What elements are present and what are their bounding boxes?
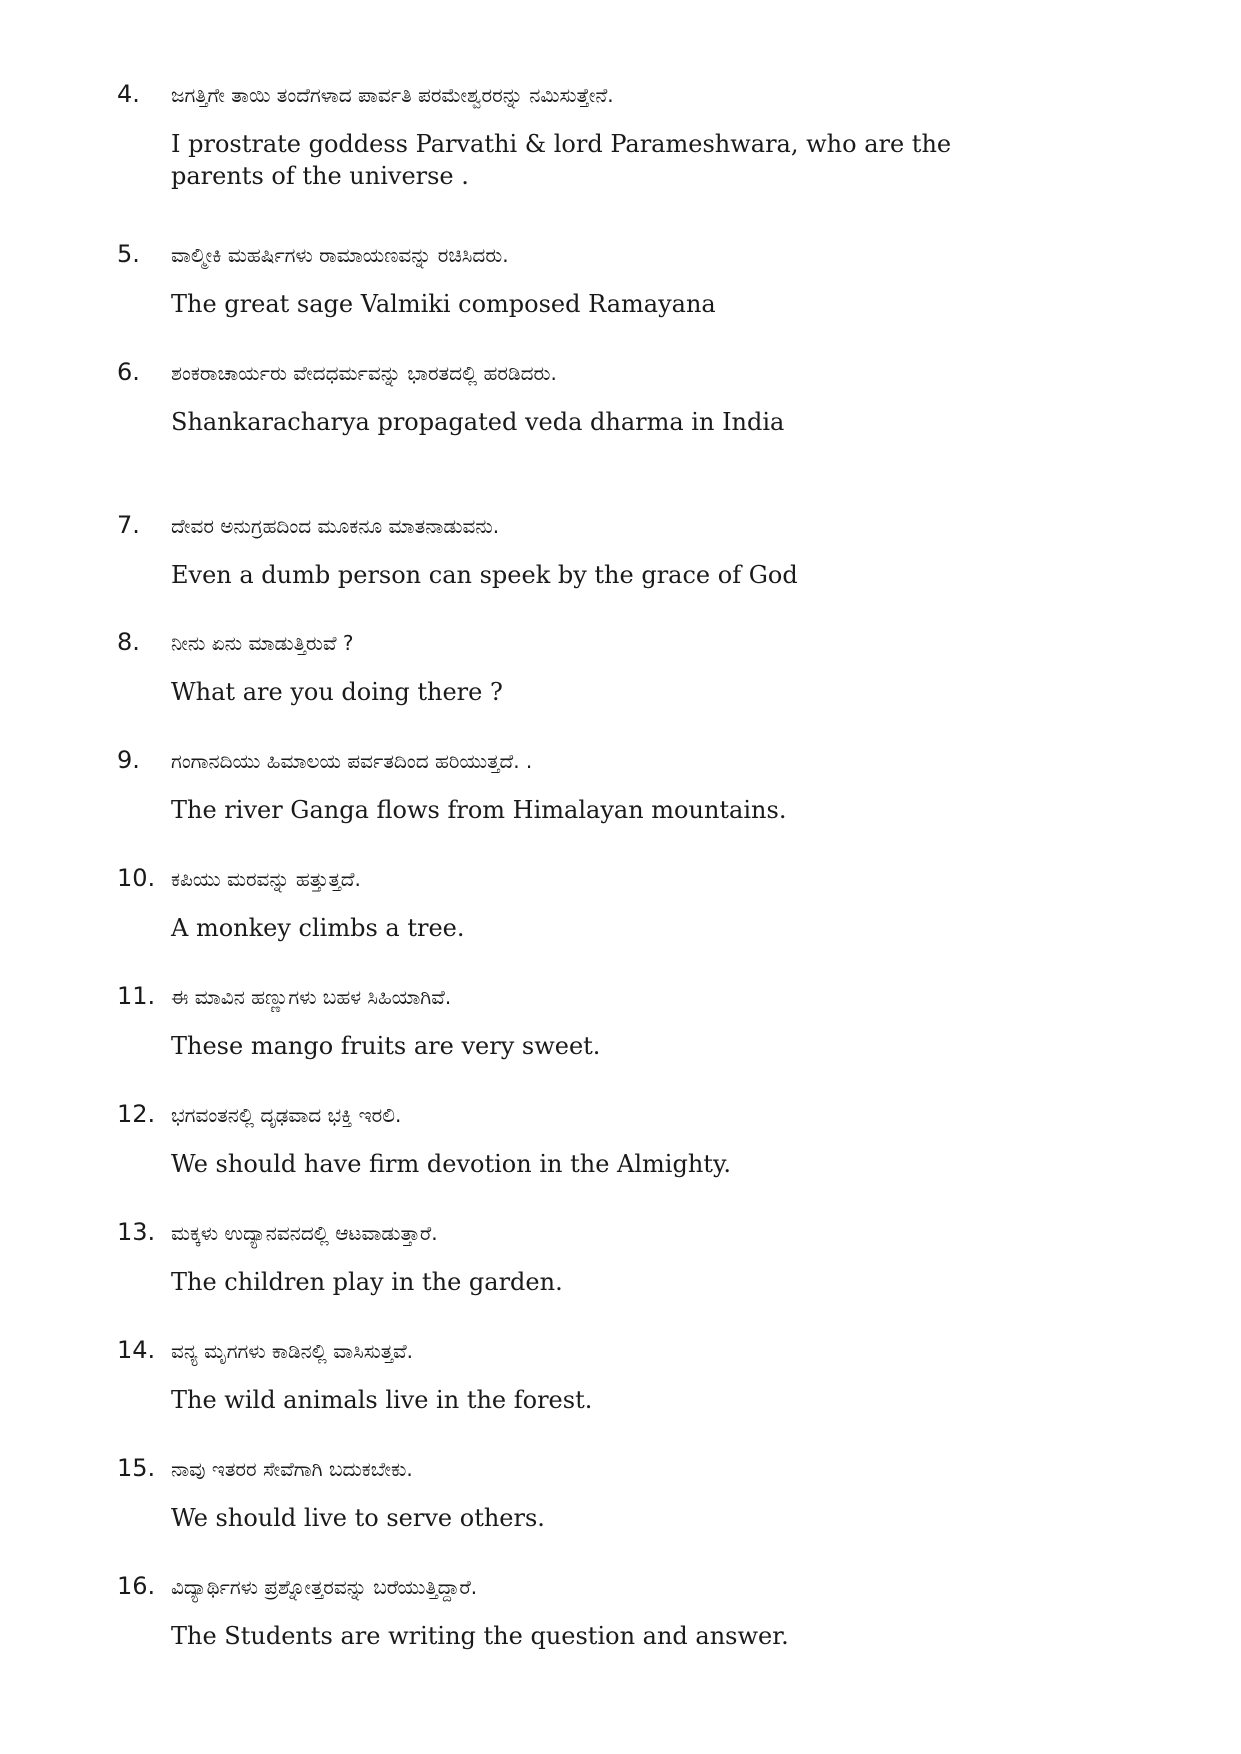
english-translation: We should have firm devotion in the Almighty. <box>171 1150 731 1178</box>
english-translation: The Students are writing the question and answer. <box>171 1622 789 1650</box>
item-number: 6. <box>117 358 140 386</box>
kannada-sentence: ನಾವು ಇತರರ ಸೇವೆಗಾಗಿ ಬದುಕಬೇಕು. <box>171 1457 413 1481</box>
english-translation: I prostrate goddess Parvathi & lord Parameshwara, who are the parents of the universe . <box>171 130 952 190</box>
item-number: 9. <box>117 746 140 774</box>
item-number: 7. <box>117 511 140 539</box>
item-number: 4. <box>117 80 140 108</box>
english-translation: Shankaracharya propagated veda dharma in India <box>171 408 785 436</box>
kannada-sentence: ನೀನು ಏನು ಮಾಡುತ್ತಿರುವೆ ? <box>171 631 354 655</box>
kannada-sentence: ಮಕ್ಕಳು ಉದ್ಯಾನವನದಲ್ಲಿ ಆಟವಾಡುತ್ತಾರೆ. <box>171 1221 438 1245</box>
english-translation: The river Ganga flows from Himalayan mountains. <box>171 796 787 824</box>
item-number: 5. <box>117 240 140 268</box>
item-number: 10. <box>117 864 156 892</box>
english-translation: Even a dumb person can speek by the grace of God <box>171 561 798 589</box>
item-number: 11. <box>117 982 156 1010</box>
english-translation: A monkey climbs a tree. <box>171 914 465 942</box>
kannada-sentence: ಗಂಗಾನದಿಯು ಹಿಮಾಲಯ ಪರ್ವತದಿಂದ ಹರಿಯುತ್ತದೆ. . <box>171 749 533 773</box>
item-number: 16. <box>117 1572 156 1600</box>
kannada-sentence: ವಿದ್ಯಾರ್ಥಿಗಳು ಪ್ರಶ್ನೋತ್ತರವನ್ನು ಬರೆಯುತ್ತಿದ್ದಾರೆ. <box>171 1575 478 1599</box>
english-translation: The children play in the garden. <box>171 1268 563 1296</box>
item-number: 15. <box>117 1454 156 1482</box>
item-number: 8. <box>117 628 140 656</box>
kannada-sentence: ವಾಲ್ಮೀಕಿ ಮಹರ್ಷಿಗಳು ರಾಮಾಯಣವನ್ನು ರಚಿಸಿದರು. <box>171 243 509 267</box>
kannada-sentence: ಕಪಿಯು ಮರವನ್ನು ಹತ್ತುತ್ತದೆ. <box>171 867 361 891</box>
item-number: 13. <box>117 1218 156 1246</box>
kannada-sentence: ಜಗತ್ತಿಗೇ ತಾಯಿ ತಂದೆಗಳಾದ ಪಾರ್ವತಿ ಪರಮೇಶ್ವರರನ್ನು ನಮಿಸುತ್ತೇನೆ. <box>171 83 614 107</box>
english-translation: The great sage Valmiki composed Ramayana <box>171 290 716 318</box>
kannada-sentence: ವನ್ಯ ಮೃಗಗಳು ಕಾಡಿನಲ್ಲಿ ವಾಸಿಸುತ್ತವೆ. <box>171 1339 413 1363</box>
kannada-sentence: ಶಂಕರಾಚಾರ್ಯರು ವೇದಧರ್ಮವನ್ನು ಭಾರತದಲ್ಲಿ ಹರಡಿದರು. <box>171 361 557 385</box>
item-number: 14. <box>117 1336 156 1364</box>
english-translation: The wild animals live in the forest. <box>171 1386 593 1414</box>
english-translation: What are you doing there ? <box>171 678 503 706</box>
english-translation: We should live to serve others. <box>171 1504 545 1532</box>
kannada-sentence: ದೇವರ ಅನುಗ್ರಹದಿಂದ ಮೂಕನೂ ಮಾತನಾಡುವನು. <box>171 514 500 538</box>
kannada-sentence: ಈ ಮಾವಿನ ಹಣ್ಣುಗಳು ಬಹಳ ಸಿಹಿಯಾಗಿವೆ. <box>171 985 452 1009</box>
kannada-sentence: ಭಗವಂತನಲ್ಲಿ ದೃಢವಾದ ಭಕ್ತಿ ಇರಲಿ. <box>171 1103 402 1127</box>
item-number: 12. <box>117 1100 156 1128</box>
english-translation: These mango fruits are very sweet. <box>171 1032 601 1060</box>
